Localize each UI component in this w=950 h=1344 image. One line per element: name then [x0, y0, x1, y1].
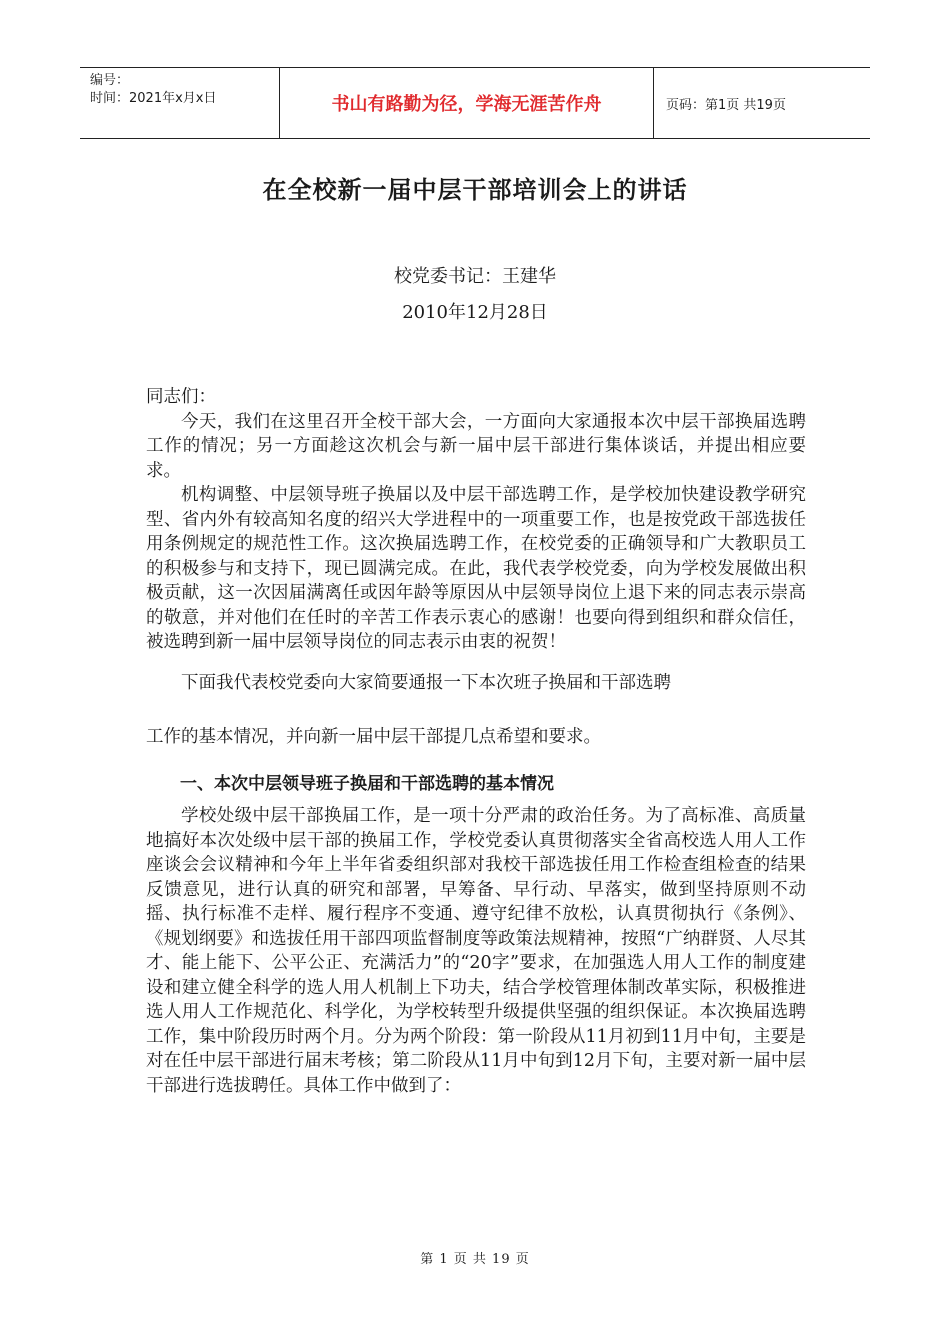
page-header: [80, 67, 870, 139]
document-body: [146, 385, 806, 1098]
document-time-label: 时间：2021年x月x日: [90, 91, 217, 106]
document-date: 2010年12月28日: [402, 302, 548, 323]
header-motto: 书山有路勤为径，学海无涯苦作舟: [280, 68, 654, 138]
document-number-label: 编号：: [90, 73, 130, 88]
paragraph-1: 今天，我们在这里召开全校干部大会，一方面向大家通报本次中层干部换届选聘工作的情况；另一方面趁这次机会与新一届中层干部进行集体谈话，并提出相应要求。: [146, 411, 806, 481]
paragraph-2: 机构调整、中层领导班子换届以及中层干部选聘工作，是学校加快建设教学研究型、省内外有较高知名度的绍兴大学进程中的一项重要工作，也是按党政干部选拔任用条例规定的规范性工作。这次换届选聘工作，在校党委的正确领导和广大教职员工的积极参与和支持下，现已圆满完成。在此，我代表学校党委，向为学校发展做出积极贡献，这一次因届满离任或因年龄等原因从中层领导岗位上退下来的同志表示崇高的敬意，并对他们在任时的辛苦工作表示衷心的感谢！也要向得到组织和群众信任，被选聘到新一届中层领导岗位的同志表示由衷的祝贺！: [146, 485, 806, 652]
section-1-heading: 一、本次中层领导班子换届和干部选聘的基本情况: [180, 773, 554, 794]
salutation: 同志们：: [146, 387, 216, 407]
header-page-info: 页码：第1页 共19页: [666, 97, 786, 113]
document-author: 校党委书记：王建华: [394, 266, 556, 287]
page-footer: 第 1 页 共 19 页: [420, 1252, 530, 1267]
header-meta: [80, 68, 280, 138]
paragraph-4: 学校处级中层干部换届工作，是一项十分严肃的政治任务。为了高标准、高质量地搞好本次处级中层干部的换届工作，学校党委认真贯彻落实全省高校选人用人工作座谈会会议精神和今年上半年省委组织部对我校干部选拔任用工作检查组检查的结果反馈意见，进行认真的研究和部署，早筹备、早行动、早落实，做到坚持原则不动摇、执行标准不走样、履行程序不变通、遵守纪律不放松，认真贯彻执行《条例》、《规划纲要》和选拔任用干部四项监督制度等政策法规精神，按照“广纳群贤、人尽其才、能上能下、公平公正、充满活力”的“20字”要求，在加强选人用人工作的制度建设和建立健全科学的选人用人机制上下功夫，结合学校管理体制改革实际，积极推进选人用人工作规范化、科学化，为学校转型升级提供坚强的组织保证。本次换届选聘工作，集中阶段历时两个月。分为两个阶段：第一阶段从11月初到11月中旬，主要是对在任中层干部进行届末考核；第二阶段从11月中旬到12月下旬，主要对新一届中层干部进行选拔聘任。具体工作中做到了：: [146, 806, 806, 1096]
paragraph-3-line-1: 下面我代表校党委向大家简要通报一下本次班子换届和干部选聘: [181, 672, 671, 693]
document-title: 在全校新一届中层干部培训会上的讲话: [262, 176, 688, 204]
paragraph-3-line-2: 工作的基本情况，并向新一届中层干部提几点希望和要求。: [146, 727, 601, 747]
